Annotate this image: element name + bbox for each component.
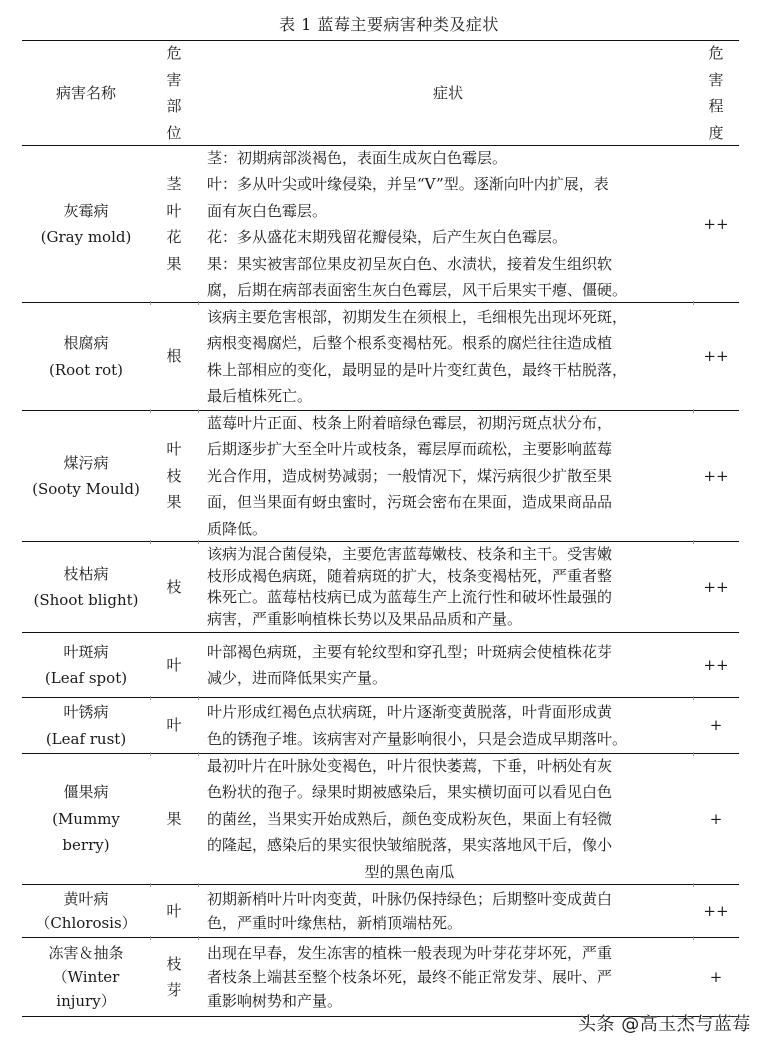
damage-part-cell [150,938,198,1016]
symptom-line: 最后植株死亡。 [207,387,313,405]
header-part-char: 部 [166,97,182,115]
symptom-line: 叶片形成红褐色点状病斑，叶片逐渐变黄脱落，叶背面形成黄 [207,703,613,721]
disease-name-cell [22,146,150,302]
damage-level: + [709,967,723,986]
damage-level: ++ [703,655,729,674]
damage-part-cell [150,542,198,632]
damage-part-cell [150,633,198,697]
table-row [22,541,739,632]
damage-part: 果 [166,493,182,512]
disease-name-cn: 根腐病 [63,334,109,352]
disease-name-en: (Shoot blight) [33,591,139,609]
table-row [22,632,739,697]
disease-name-cell [22,754,150,884]
table-row [22,697,739,753]
symptom-cell [198,303,693,410]
disease-name-cn: 枝枯病 [63,564,109,583]
symptom-cell [198,885,693,937]
damage-part: 叶 [166,716,182,735]
disease-name-en: (Root rot) [48,360,124,379]
symptom-line: 的隆起，感染后的果实很快皱缩脱落，果实落地风干后，像小 [207,836,613,855]
disease-name-en: (Gray mold) [40,228,132,246]
damage-level-cell [693,303,739,410]
symptom-line: 该病为混合菌侵染，主要危害蓝莓嫩枝、枝条和主干。受害嫩 [207,545,613,563]
symptom-line: 该病主要危害根部，初期发生在须根上，毛细根先出现坏死斑， [207,307,628,326]
disease-name-cell [22,885,150,937]
symptom-cell [198,698,693,753]
disease-name-en: berry) [62,836,110,855]
symptom-line: 光合作用，造成树势减弱；一般情况下，煤污病很少扩散至果 [207,466,613,485]
symptom-line: 出现在早春，发生冻害的植株一般表现为叶芽花芽坏死，严重 [207,944,613,962]
damage-part: 叶 [166,655,182,674]
damage-level-cell [693,938,739,1016]
damage-level-cell [693,698,739,753]
symptom-line: 最初叶片在叶脉处变褐色，叶片很快萎蔫，下垂，叶柄处有灰 [207,756,613,775]
symptom-line: 者枝条上端甚至整个枝条坏死，最终不能正常发芽、展叶、严 [207,968,613,986]
disease-name-en: (Leaf rust) [45,729,127,748]
header-level-char: 危 [708,44,724,62]
damage-part-cell [150,698,198,753]
symptom-line: 的菌丝，当果实开始成熟后，颜色变成粉灰色，果面上有轻微 [207,809,613,828]
symptom-line: 减少，进而降低果实产量。 [207,669,388,687]
header-part-char: 危 [166,44,182,62]
damage-part-cell [150,146,198,302]
damage-part: 芽 [166,981,182,999]
disease-name-cn: 灰霉病 [63,201,109,220]
damage-part-cell [150,885,198,937]
symptom-cell [198,754,693,884]
damage-part: 枝 [166,466,182,485]
disease-name-cn: 僵果病 [63,783,109,802]
disease-name-cn: 煤污病 [63,453,109,472]
disease-name-cell [22,303,150,410]
disease-name-cell [22,411,150,541]
damage-part: 花 [166,228,182,246]
symptom-line: 质降低。 [207,519,268,538]
disease-name-cn: 叶锈病 [63,703,109,721]
symptom-line: 后期逐步扩大至全叶片或枝条，霉层厚而疏松，主要影响蓝莓 [207,440,613,459]
damage-level: ++ [703,214,729,233]
damage-level: ++ [703,466,729,485]
disease-name-cn: 冻害＆抽条 [48,944,124,962]
table-row [22,753,739,884]
damage-level: ++ [703,901,729,920]
header-level-char: 程 [708,97,724,115]
damage-part: 果 [166,809,182,828]
damage-level: ++ [703,577,729,596]
symptom-line: 花：多从盛花末期残留花瓣侵染，后产生灰白色霉层。 [207,228,568,246]
header-damage-level [693,41,739,145]
disease-name-en: (Sooty Mould) [32,480,140,498]
disease-table [22,40,739,1017]
header-part-char: 害 [166,70,182,89]
watermark: 头条 @高玉杰与蓝莓 [578,1014,751,1035]
header-symptom [198,41,693,145]
damage-part-cell [150,754,198,884]
symptom-line: 面有灰白色霉层。 [207,201,328,220]
symptom-line: 色，严重时叶缘焦枯，新梢顶端枯死。 [207,914,463,932]
disease-name-en: （Winter [52,968,120,986]
disease-name-en: (Leaf spot) [44,669,128,687]
symptom-line: 型的黑色南瓜 [364,862,455,881]
damage-part: 枝 [166,954,182,973]
damage-part: 枝 [166,577,182,596]
header-disease-name [22,41,150,145]
header-level-char: 害 [708,70,724,89]
damage-level: + [709,809,723,828]
table-row [22,145,739,302]
symptom-line: 初期新梢叶片叶肉变黄，叶脉仍保持绿色；后期整叶变成黄白 [207,890,613,908]
damage-level: ++ [703,347,729,366]
damage-level-cell [693,754,739,884]
damage-level-cell [693,411,739,541]
damage-part-cell [150,411,198,541]
damage-part: 根 [166,347,182,366]
symptom-cell [198,411,693,541]
table-row [22,937,739,1017]
disease-name-cell [22,938,150,1016]
damage-level-cell [693,146,739,302]
disease-name-cn: 黄叶病 [63,890,109,908]
disease-name-cell [22,542,150,632]
table-row [22,884,739,937]
disease-name-cell [22,633,150,697]
symptom-cell [198,633,693,697]
table-row [22,410,739,541]
symptom-line: 病害，严重影响植株长势以及果品品质和产量。 [207,609,523,628]
disease-name-cn: 叶斑病 [63,642,109,661]
symptom-cell [198,938,693,1016]
damage-part-cell [150,303,198,410]
header-disease-name-label: 病害名称 [55,83,116,102]
header-part-char: 位 [166,123,182,142]
damage-level-cell [693,542,739,632]
symptom-line: 叶：多从叶尖或叶缘侵染，并呈“V”型。逐渐向叶内扩展，表 [207,175,609,193]
damage-level: + [709,716,723,735]
symptom-line: 病根变褐腐烂，后整个根系变褐枯死。根系的腐烂往往造成植 [207,334,613,352]
symptom-line: 色的锈孢子堆。该病害对产量影响很小，只是会造成早期落叶。 [207,729,628,748]
disease-name-en: (Mummy [52,809,120,828]
symptom-line: 色粉状的孢子。绿果时期被感染后，果实横切面可以看见白色 [207,783,613,802]
symptom-line: 叶部褐色病斑，主要有轮纹型和穿孔型；叶斑病会使植株花芽 [207,642,613,661]
damage-level-cell [693,885,739,937]
damage-part: 叶 [166,901,182,920]
header-symptom-label: 症状 [432,83,463,102]
header-damage-part [150,41,198,145]
damage-part: 叶 [166,201,182,220]
symptom-cell [198,146,693,302]
symptom-line: 蓝莓叶片正面、枝条上附着暗绿色霉层，初期污斑点状分布， [207,413,613,432]
symptom-line: 腐，后期在病部表面密生灰白色霉层，风干后果实干瘪、僵硬。 [207,281,628,299]
header-level-char: 度 [708,123,724,142]
damage-part: 果 [166,254,182,273]
disease-name-cell [22,698,150,753]
damage-level-cell [693,633,739,697]
disease-name-en: injury） [56,992,116,1010]
damage-part: 叶 [166,440,182,459]
symptom-line: 茎：初期病部淡褐色，表面生成灰白色霉层。 [207,148,508,167]
disease-name-en: （Chlorosis） [35,914,137,932]
symptom-line: 重影响树势和产量。 [207,992,343,1010]
table-row [22,302,739,410]
table-header-row [22,40,739,145]
symptom-line: 株上部相应的变化，最明显的是叶片变红黄色，最终干枯脱落， [207,360,628,379]
symptom-cell [198,542,693,632]
damage-part: 茎 [166,175,182,193]
table-caption: 表 1 蓝莓主要病害种类及症状 [279,15,499,34]
symptom-line: 果：果实被害部位果皮初呈灰白色、水渍状，接着发生组织软 [207,254,613,273]
symptom-line: 面，但当果面有蚜虫蜜时，污斑会密布在果面，造成果商品品 [207,493,613,512]
symptom-line: 株死亡。蓝莓枯枝病已成为蓝莓生产上流行性和破坏性最强的 [207,588,613,606]
symptom-line: 枝形成褐色病斑，随着病斑的扩大，枝条变褐枯死，严重者整 [207,566,613,585]
